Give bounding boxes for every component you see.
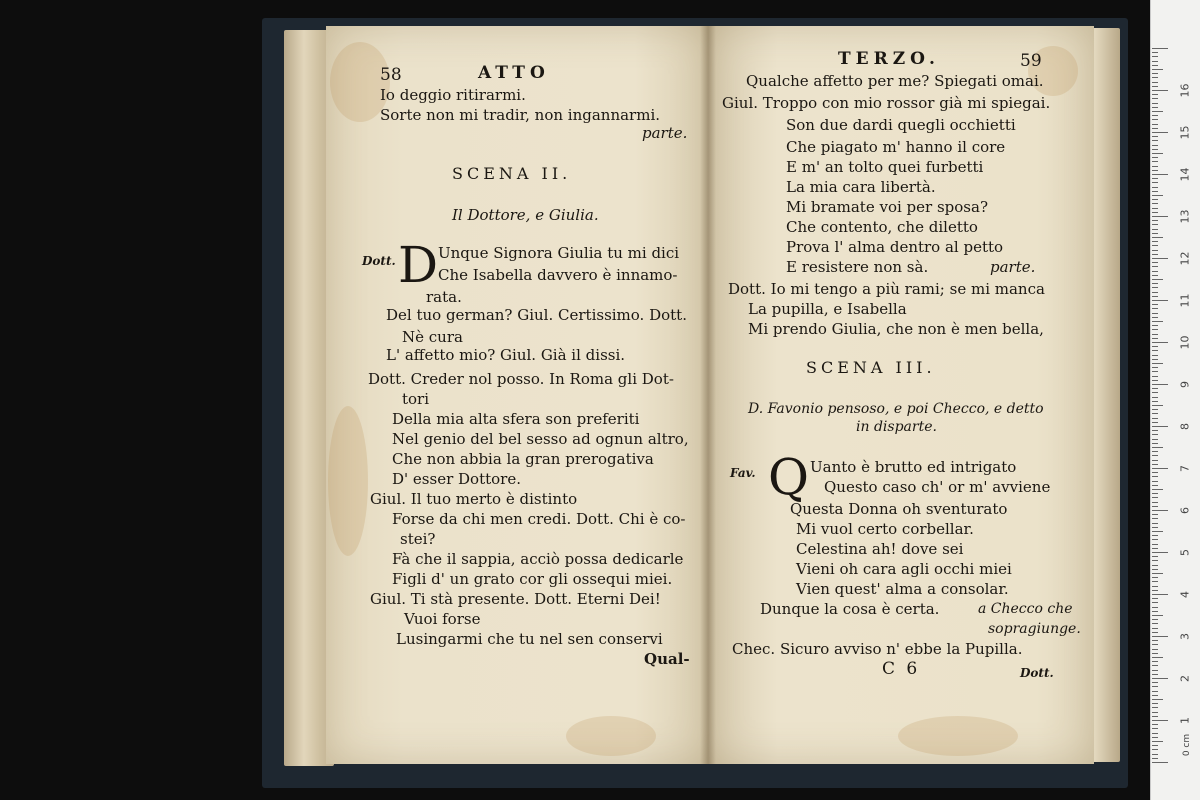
ruler-number: 14 (1178, 167, 1192, 182)
ruler-tick (1152, 317, 1158, 318)
text-line: Vien quest' alma a consolar. (796, 580, 1009, 598)
ruler-tick (1152, 560, 1158, 561)
ruler-tick (1152, 439, 1158, 440)
ruler-tick (1152, 527, 1158, 528)
text-line: Giul. Ti stà presente. Dott. Eterni Dei! (370, 590, 661, 608)
ruler-tick (1152, 409, 1158, 410)
text-line: Dott. Io mi tengo a più rami; se mi manca (728, 280, 1045, 298)
text-line: Fà che il sappia, acciò possa dedicarle (392, 550, 684, 568)
ruler-tick (1152, 430, 1158, 431)
ruler-tick (1152, 384, 1168, 385)
text-line: Chec. Sicuro avviso n' ebbe la Pupilla. (732, 640, 1023, 658)
ruler-tick (1152, 737, 1158, 738)
ruler-tick (1152, 493, 1158, 494)
text-line: Dunque la cosa è certa. (760, 600, 940, 618)
text-line: Nè cura (402, 328, 463, 346)
ruler-tick (1152, 325, 1158, 326)
ruler-tick (1152, 623, 1158, 624)
ruler-tick (1152, 187, 1158, 188)
ruler-tick (1152, 195, 1163, 196)
text-line: Figli d' un grato cor gli ossequi miei. (392, 570, 673, 588)
ruler-tick (1152, 451, 1158, 452)
text-line: Questa Donna oh sventurato (790, 500, 1008, 518)
speaker-label: Dott. (362, 254, 396, 268)
ruler-tick (1152, 56, 1158, 57)
ruler-tick (1152, 644, 1158, 645)
ruler-tick (1152, 720, 1168, 721)
text-line: Questo caso ch' or m' avviene (824, 478, 1051, 496)
ruler-tick (1152, 124, 1158, 125)
ruler-tick (1152, 170, 1158, 171)
ruler-tick (1152, 728, 1158, 729)
ruler-tick (1152, 157, 1158, 158)
ruler-tick (1152, 275, 1158, 276)
ruler-tick (1152, 464, 1158, 465)
ruler-tick (1152, 724, 1158, 725)
ruler-number: 10 (1178, 335, 1192, 350)
ruler-tick (1152, 548, 1158, 549)
ruler-tick (1152, 342, 1168, 343)
ruler-tick (1152, 178, 1158, 179)
ruler-tick (1152, 556, 1158, 557)
ruler-tick (1152, 279, 1163, 280)
ruler-tick (1152, 716, 1158, 717)
ruler-tick (1152, 434, 1158, 435)
text-line: Che Isabella davvero è innamo- (438, 266, 678, 284)
ruler-tick (1152, 682, 1158, 683)
ruler-tick (1152, 636, 1168, 637)
running-head-left: ATTO (478, 63, 550, 83)
ruler-tick (1152, 292, 1158, 293)
ruler-tick (1152, 132, 1168, 133)
ruler-tick (1152, 212, 1158, 213)
ruler-tick (1152, 544, 1158, 545)
text-line: Giul. Il tuo merto è distinto (370, 490, 578, 508)
ruler-tick (1152, 754, 1158, 755)
ruler-tick (1152, 237, 1163, 238)
ruler-tick (1152, 346, 1158, 347)
ruler-tick (1152, 447, 1163, 448)
ruler-tick (1152, 678, 1168, 679)
ruler-tick (1152, 98, 1158, 99)
ruler-tick (1152, 363, 1163, 364)
text-line: Della mia alta sfera son preferiti (392, 410, 640, 428)
ruler-tick (1152, 149, 1158, 150)
ruler-tick (1152, 254, 1158, 255)
ruler-tick (1152, 762, 1168, 763)
ruler-tick (1152, 199, 1158, 200)
ruler-tick (1152, 661, 1158, 662)
ruler-tick (1152, 300, 1168, 301)
ruler-tick (1152, 355, 1158, 356)
stage-direction: parte. (642, 124, 688, 142)
ruler-tick (1152, 334, 1158, 335)
ruler-tick (1152, 52, 1158, 53)
text-line: Nel genio del bel sesso ad ognun altro, (392, 430, 689, 448)
ruler-tick (1152, 283, 1158, 284)
ruler-tick (1152, 686, 1158, 687)
text-line: La pupilla, e Isabella (748, 300, 907, 318)
text-line: Uanto è brutto ed intrigato (810, 458, 1017, 476)
page-number-right: 59 (1020, 51, 1042, 71)
ruler-tick (1152, 405, 1163, 406)
ruler-tick (1152, 174, 1168, 175)
stage-direction: sopragiunge. (988, 621, 1081, 637)
ruler-tick (1152, 489, 1163, 490)
text-line: E resistere non sà. (786, 258, 929, 276)
ruler-tick (1152, 649, 1158, 650)
ruler-tick (1152, 619, 1158, 620)
text-line: Unque Signora Giulia tu mi dici (438, 244, 680, 262)
ruler-tick (1152, 111, 1163, 112)
ruler-tick (1152, 77, 1158, 78)
speaker-label: Fav. (730, 466, 756, 480)
ruler-tick (1152, 371, 1158, 372)
text-line: Mi prendo Giulia, che non è men bella, (748, 320, 1044, 338)
ruler-tick (1152, 119, 1158, 120)
ruler-tick (1152, 136, 1158, 137)
ruler-tick (1152, 313, 1158, 314)
ruler-tick (1152, 640, 1158, 641)
ruler-tick (1152, 208, 1158, 209)
ruler-tick (1152, 145, 1158, 146)
ruler-tick (1152, 443, 1158, 444)
ruler-tick (1152, 388, 1158, 389)
ruler-number: 5 (1178, 549, 1192, 556)
ruler-tick (1152, 695, 1158, 696)
ruler-tick (1152, 653, 1158, 654)
ruler-tick (1152, 581, 1158, 582)
ruler-tick (1152, 699, 1163, 700)
ruler-tick (1152, 94, 1158, 95)
ruler-tick (1152, 90, 1168, 91)
ruler-tick (1152, 628, 1158, 629)
ruler-tick (1152, 476, 1158, 477)
ruler-tick (1152, 296, 1158, 297)
text-line: stei? (400, 530, 436, 548)
ruler-tick (1152, 266, 1158, 267)
ruler-tick (1152, 418, 1158, 419)
ruler-number: 3 (1178, 633, 1192, 640)
text-line: Mi bramate voi per sposa? (786, 198, 988, 216)
ruler-tick (1152, 552, 1168, 553)
ruler-tick (1152, 220, 1158, 221)
ruler-tick (1152, 350, 1158, 351)
text-line: Vuoi forse (404, 610, 481, 628)
text-line: Sorte non mi tradir, non ingannarmi. (380, 106, 661, 124)
ruler-tick (1152, 182, 1158, 183)
ruler-tick (1152, 573, 1163, 574)
catchword: Qual- (644, 650, 690, 668)
ruler-number: 6 (1178, 507, 1192, 514)
ruler-tick (1152, 380, 1158, 381)
ruler-tick (1152, 103, 1158, 104)
ruler-tick (1152, 422, 1158, 423)
ruler-tick (1152, 203, 1158, 204)
ruler-tick (1152, 749, 1158, 750)
ruler-tick (1152, 506, 1158, 507)
ruler-tick (1152, 712, 1158, 713)
ruler-tick (1152, 703, 1158, 704)
ruler-tick (1152, 250, 1158, 251)
ruler-tick (1152, 229, 1158, 230)
ruler-tick (1152, 359, 1158, 360)
ruler-tick (1152, 569, 1158, 570)
ruler-tick (1152, 535, 1158, 536)
book-gutter (700, 26, 716, 764)
ruler-number: 8 (1178, 423, 1192, 430)
ruler-tick (1152, 233, 1158, 234)
ruler-tick (1152, 321, 1163, 322)
ruler-tick (1152, 392, 1158, 393)
ruler-tick (1152, 338, 1158, 339)
ruler-tick (1152, 472, 1158, 473)
ruler-tick (1152, 376, 1158, 377)
ruler-tick (1152, 128, 1158, 129)
ruler-tick (1152, 426, 1168, 427)
ruler-tick (1152, 594, 1168, 595)
ruler-tick (1152, 287, 1158, 288)
ruler-tick (1152, 745, 1158, 746)
text-line: Che piagato m' hanno il core (786, 138, 1006, 156)
ruler-tick (1152, 586, 1158, 587)
signature-mark: C 6 (882, 659, 921, 679)
text-line: La mia cara libertà. (786, 178, 936, 196)
scene-heading: SCENA III. (806, 358, 936, 377)
page-number-left: 58 (380, 65, 402, 85)
ruler-tick (1152, 140, 1158, 141)
ruler-tick (1152, 413, 1158, 414)
ruler-tick (1152, 245, 1158, 246)
text-line: Qualche affetto per me? Spiegati omai. (746, 72, 1044, 90)
text-line: tori (402, 390, 430, 408)
ruler-tick (1152, 241, 1158, 242)
ruler-tick (1152, 632, 1158, 633)
drop-cap: Q (768, 448, 809, 506)
ruler-tick (1152, 107, 1158, 108)
ruler-tick (1152, 565, 1158, 566)
ruler-tick (1152, 674, 1158, 675)
ruler-number: 13 (1178, 209, 1192, 224)
text-line: Lusingarmi che tu nel sen conservi (396, 630, 663, 648)
ruler-number: 4 (1178, 591, 1192, 598)
ruler-tick (1152, 758, 1158, 759)
ruler-tick (1152, 539, 1158, 540)
ruler-tick (1152, 224, 1158, 225)
ruler-tick (1152, 510, 1168, 511)
ruler-tick (1152, 397, 1158, 398)
ruler-tick (1152, 82, 1158, 83)
ruler-tick (1152, 73, 1158, 74)
text-line: Forse da chi men credi. Dott. Chi è co- (392, 510, 686, 528)
ruler-tick (1152, 502, 1158, 503)
ruler-tick (1152, 577, 1158, 578)
ruler-tick (1152, 304, 1158, 305)
ruler-tick (1152, 518, 1158, 519)
text-line: Che non abbia la gran prerogativa (392, 450, 654, 468)
text-line: Celestina ah! dove sei (796, 540, 964, 558)
ruler-tick (1152, 329, 1158, 330)
ruler-tick (1152, 602, 1158, 603)
ruler-tick (1152, 691, 1158, 692)
ruler-number: 2 (1178, 675, 1192, 682)
ruler-tick (1152, 271, 1158, 272)
ruler-tick (1152, 665, 1158, 666)
ruler-tick (1152, 61, 1158, 62)
ruler-tick (1152, 615, 1163, 616)
ruler-tick (1152, 657, 1163, 658)
ruler-tick (1152, 607, 1158, 608)
ruler-tick (1152, 115, 1158, 116)
measuring-ruler (1150, 0, 1200, 800)
ruler-tick (1152, 707, 1158, 708)
paper-stain (898, 716, 1018, 756)
text-line: D' esser Dottore. (392, 470, 521, 488)
running-head-right: TERZO. (838, 49, 940, 69)
text-line: Dott. Creder nol posso. In Roma gli Dot- (368, 370, 674, 388)
characters-line: Il Dottore, e Giulia. (452, 206, 599, 224)
ruler-tick (1152, 468, 1168, 469)
characters-line: in disparte. (856, 419, 937, 435)
ruler-tick (1152, 611, 1158, 612)
ruler-tick (1152, 590, 1158, 591)
ruler-tick (1152, 733, 1158, 734)
ruler-tick (1152, 401, 1158, 402)
text-line: Mi vuol certo corbellar. (796, 520, 974, 538)
ruler-unit-label: 0 cm (1182, 733, 1192, 757)
ruler-tick (1152, 262, 1158, 263)
ruler-tick (1152, 481, 1158, 482)
ruler-number: 16 (1178, 83, 1192, 98)
scene-heading: SCENA II. (452, 164, 572, 183)
characters-line: D. Favonio pensoso, e poi Checco, e detto (748, 401, 1044, 417)
ruler-tick (1152, 258, 1168, 259)
ruler-tick (1152, 308, 1158, 309)
ruler-tick (1152, 485, 1158, 486)
text-line: Giul. Troppo con mio rossor già mi spiegai. (722, 94, 1051, 112)
text-line: rata. (426, 288, 462, 306)
ruler-number: 7 (1178, 465, 1192, 472)
catchword: Dott. (1020, 666, 1054, 680)
ruler-tick (1152, 531, 1163, 532)
ruler-tick (1152, 166, 1158, 167)
ruler-tick (1152, 523, 1158, 524)
ruler-tick (1152, 65, 1158, 66)
ruler-tick (1152, 670, 1158, 671)
paper-stain (328, 406, 368, 556)
ruler-tick (1152, 741, 1163, 742)
ruler-tick (1152, 497, 1158, 498)
text-line: Che contento, che diletto (786, 218, 978, 236)
text-line: Del tuo german? Giul. Certissimo. Dott. (386, 306, 687, 324)
ruler-tick (1152, 598, 1158, 599)
paper-stain (566, 716, 656, 756)
ruler-tick (1152, 153, 1163, 154)
ruler-tick (1152, 86, 1158, 87)
text-line: L' affetto mio? Giul. Già il dissi. (386, 346, 626, 364)
ruler-tick (1152, 455, 1158, 456)
ruler-number: 15 (1178, 125, 1192, 140)
ruler-tick (1152, 216, 1168, 217)
ruler-tick (1152, 69, 1163, 70)
text-line: Son due dardi quegli occhietti (786, 116, 1016, 134)
drop-cap: D (398, 236, 439, 294)
ruler-tick (1152, 514, 1158, 515)
text-line: E m' an tolto quei furbetti (786, 158, 984, 176)
ruler-number: 9 (1178, 381, 1192, 388)
ruler-tick (1152, 460, 1158, 461)
text-line: Vieni oh cara agli occhi miei (796, 560, 1012, 578)
ruler-tick (1152, 48, 1168, 49)
ruler-number: 12 (1178, 251, 1192, 266)
stage-direction: parte. (990, 258, 1036, 276)
ruler-number: 11 (1178, 293, 1192, 308)
ruler-tick (1152, 161, 1158, 162)
text-line: Io deggio ritirarmi. (380, 86, 526, 104)
stage-direction: a Checco che (978, 601, 1073, 617)
text-line: Prova l' alma dentro al petto (786, 238, 1004, 256)
ruler-tick (1152, 367, 1158, 368)
ruler-tick (1152, 191, 1158, 192)
ruler-number: 1 (1178, 717, 1192, 724)
